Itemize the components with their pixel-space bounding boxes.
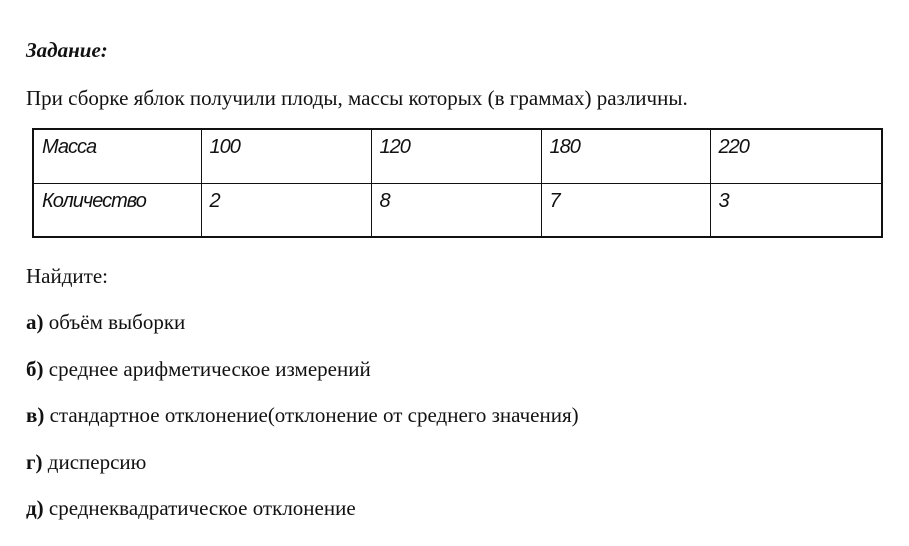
count-value-cell: 3: [710, 183, 882, 237]
row-label-mass: Масса: [33, 129, 201, 183]
mass-value-cell: 100: [201, 129, 371, 183]
question-a: [26, 308, 185, 336]
question-text: стандартное отклонение(отклонение от среднего значения): [49, 403, 579, 427]
question-text: среднее арифметическое измерений: [48, 357, 371, 381]
question-letter: б): [26, 357, 44, 381]
question-e: [26, 494, 356, 522]
count-value-cell: 7: [541, 183, 710, 237]
task-intro: При сборке яблок получили плоды, массы которых (в граммах) различны.: [26, 86, 688, 110]
table-row-mass: [33, 129, 882, 183]
question-letter: в): [26, 403, 45, 427]
data-table: [32, 128, 883, 238]
row-label-count: Количество: [33, 183, 201, 237]
mass-value-cell: 220: [710, 129, 882, 183]
question-letter: д): [26, 496, 44, 520]
count-value-cell: 2: [201, 183, 371, 237]
find-label: Найдите:: [26, 264, 108, 288]
table-row-count: [33, 183, 882, 237]
mass-value-cell: 180: [541, 129, 710, 183]
task-title: Задание:: [26, 38, 108, 62]
question-text: среднеквадратическое отклонение: [48, 496, 356, 520]
question-b: [26, 355, 371, 383]
mass-value-cell: 120: [371, 129, 541, 183]
question-letter: г): [26, 450, 43, 474]
question-text: объём выборки: [48, 310, 186, 334]
question-text: дисперсию: [47, 450, 147, 474]
question-letter: а): [26, 310, 44, 334]
question-d: [26, 448, 146, 476]
count-value-cell: 8: [371, 183, 541, 237]
question-c: [26, 401, 579, 429]
